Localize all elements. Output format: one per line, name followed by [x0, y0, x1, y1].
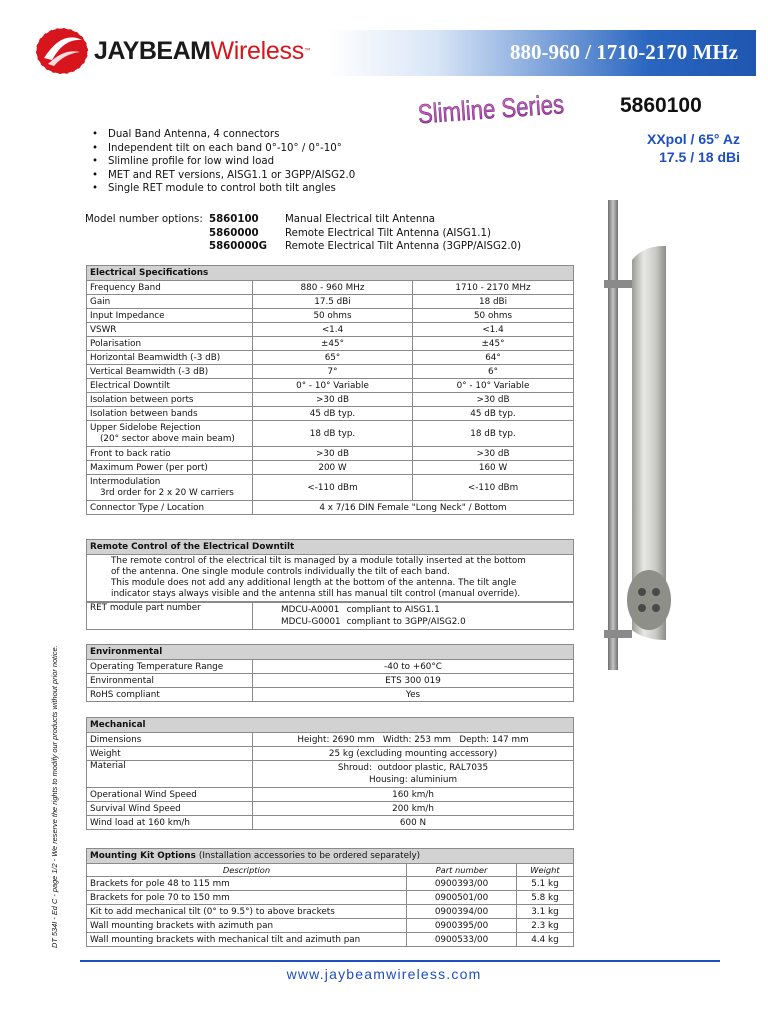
series-title	[416, 82, 574, 132]
table-row	[87, 816, 574, 830]
kit-description: Brackets for pole 70 to 150 mm	[87, 891, 407, 905]
feature-item: • Dual Band Antenna, 4 connectors	[108, 128, 355, 142]
spec-label-main: Intermodulation	[90, 476, 161, 487]
spec-value-highband: 45 dB typ.	[413, 407, 574, 421]
ret-part-desc: compliant to AISG1.1	[346, 605, 440, 615]
table-header-row	[87, 849, 574, 864]
spec-label: Front to back ratio	[87, 447, 253, 461]
spec-label-note: 3rd order for 2 x 20 W carriers	[100, 487, 234, 498]
table-row	[87, 421, 574, 447]
table-row	[87, 475, 574, 501]
bracket	[604, 630, 632, 638]
spec-label: Horizontal Beamwidth (-3 dB)	[87, 351, 253, 365]
spec-value-highband: 1710 - 2170 MHz	[413, 281, 574, 295]
table-header-row	[87, 718, 574, 733]
kit-weight: 3.1 kg	[517, 905, 574, 919]
connector-icon	[652, 588, 660, 596]
model-options	[85, 213, 521, 254]
mounting-pole	[608, 200, 618, 670]
remote-control-table	[86, 539, 574, 630]
description-line: indicator stays always visible and the antenna still has manual tilt control (manual override).	[111, 589, 521, 599]
spec-value-highband: 50 ohms	[413, 309, 574, 323]
spec-label: Environmental	[87, 674, 253, 688]
series-name: Slimline Series	[416, 90, 566, 130]
kit-weight: 4.4 kg	[517, 933, 574, 947]
material-line: Shroud: outdoor plastic, RAL7035	[337, 763, 489, 773]
model-code: 5860000	[209, 227, 259, 239]
spec-value: -40 to +60°C	[253, 660, 574, 674]
kit-description: Kit to add mechanical tilt (0° to 9.5°) to above brackets	[87, 905, 407, 919]
table-row	[87, 555, 574, 603]
section-title: Electrical Specifications	[87, 266, 574, 281]
table-row	[87, 919, 574, 933]
table-header-row	[87, 540, 574, 555]
spec-value: 600 N	[253, 816, 574, 830]
spec-label: Dimensions	[87, 733, 253, 747]
ret-part-numbers	[253, 603, 574, 630]
spec-value-lowband: <1.4	[253, 323, 413, 337]
spec-value-highband: 18 dB typ.	[413, 421, 574, 447]
model-description: Remote Electrical Tilt Antenna (3GPP/AISG2.0)	[285, 241, 522, 252]
spec-label: Wind load at 160 km/h	[87, 816, 253, 830]
spec-value-lowband: 45 dB typ.	[253, 407, 413, 421]
kit-description: Brackets for pole 48 to 115 mm	[87, 877, 407, 891]
table-row	[87, 501, 574, 515]
kit-part-number: 0900533/00	[407, 933, 517, 947]
table-row	[87, 393, 574, 407]
spec-label-main: Upper Sidelobe Rejection	[90, 422, 201, 433]
ret-part-code: MDCU-A0001	[281, 605, 340, 615]
section-title-text: Mounting Kit Options	[90, 851, 196, 861]
feature-list	[92, 128, 355, 196]
table-row	[87, 660, 574, 674]
frequency-banner	[328, 30, 756, 76]
kit-weight: 2.3 kg	[517, 919, 574, 933]
model-code: 5860000G	[209, 241, 267, 252]
mounting-kit-table	[86, 848, 574, 947]
kit-part-number: 0900395/00	[407, 919, 517, 933]
kit-description: Wall mounting brackets with azimuth pan	[87, 919, 407, 933]
spec-label-note: (20° sector above main beam)	[100, 433, 235, 444]
spec-value: ETS 300 019	[253, 674, 574, 688]
table-row	[87, 788, 574, 802]
spec-value-lowband: 17.5 dBi	[253, 295, 413, 309]
spec-value: 4 x 7/16 DIN Female "Long Neck" / Bottom	[253, 501, 574, 515]
spec-label: Weight	[87, 747, 253, 761]
spec-value-highband: 160 W	[413, 461, 574, 475]
material-line: Housing: aluminium	[368, 775, 458, 785]
table-row	[87, 379, 574, 393]
product-model-number: 5860100	[620, 94, 702, 117]
footer-divider	[80, 960, 720, 962]
table-header-row	[87, 645, 574, 660]
kit-part-number: 0900394/00	[407, 905, 517, 919]
spec-label: Gain	[87, 295, 253, 309]
spec-value-lowband: 880 - 960 MHz	[253, 281, 413, 295]
spec-label: Operating Temperature Range	[87, 660, 253, 674]
spec-label: Isolation between bands	[87, 407, 253, 421]
spec-value-lowband: 7°	[253, 365, 413, 379]
spec-value-lowband: >30 dB	[253, 447, 413, 461]
table-row	[87, 933, 574, 947]
trademark-symbol: ™	[303, 46, 312, 56]
model-code: 5860100	[209, 214, 259, 225]
column-header: Part number	[407, 864, 517, 877]
section-title: Remote Control of the Electrical Downtilt	[87, 540, 574, 555]
section-title	[87, 849, 574, 864]
subtitle-polarisation: XXpol / 65° Az	[647, 131, 740, 147]
spec-label: Operational Wind Speed	[87, 788, 253, 802]
connector-icon	[652, 604, 660, 612]
table-row	[87, 905, 574, 919]
model-option-row	[85, 227, 521, 241]
brand-name-bold: JAYBEAM	[94, 36, 211, 65]
spec-label: Input Impedance	[87, 309, 253, 323]
spec-value-lowband: 200 W	[253, 461, 413, 475]
spec-label: Vertical Beamwidth (-3 dB)	[87, 365, 253, 379]
table-row	[87, 733, 574, 747]
spec-value: Yes	[253, 688, 574, 702]
table-row	[87, 295, 574, 309]
feature-item: • Single RET module to control both tilt angles	[108, 182, 355, 196]
table-row	[87, 747, 574, 761]
table-row	[87, 877, 574, 891]
spec-label	[87, 421, 253, 447]
table-row	[87, 351, 574, 365]
description-line: This module does not add any additional length at the bottom of the antenna. The tilt angle	[111, 578, 517, 588]
model-options-label: Model number options:	[85, 214, 203, 225]
table-row	[87, 891, 574, 905]
feature-item: • Independent tilt on each band 0°-10° / 0°-10°	[108, 142, 355, 156]
mechanical-table	[86, 717, 574, 830]
logo-emblem-icon	[34, 26, 90, 76]
kit-description: Wall mounting brackets with mechanical tilt and azimuth pan	[87, 933, 407, 947]
feature-item: • MET and RET versions, AISG1.1 or 3GPP/AISG2.0	[108, 169, 355, 183]
spec-value: 160 km/h	[253, 788, 574, 802]
spec-label: Polarisation	[87, 337, 253, 351]
antenna-product-image	[604, 200, 768, 670]
model-description: Manual Electrical tilt Antenna	[285, 214, 436, 225]
spec-label: VSWR	[87, 323, 253, 337]
document-reference-note: DT 534I - Ed C - page 1/2 - We reserve the rights to modify our products without prior notice.	[50, 645, 59, 948]
kit-weight: 5.1 kg	[517, 877, 574, 891]
spec-value-lowband: 65°	[253, 351, 413, 365]
spec-label: RET module part number	[87, 603, 253, 630]
spec-value-lowband: 18 dB typ.	[253, 421, 413, 447]
frequency-range: 880-960 / 1710-2170 MHz	[509, 40, 738, 64]
table-row	[87, 337, 574, 351]
table-row	[87, 365, 574, 379]
section-title: Mechanical	[87, 718, 574, 733]
spec-value-lowband: 50 ohms	[253, 309, 413, 323]
table-row	[87, 309, 574, 323]
model-option-row	[85, 213, 521, 227]
spec-label: Connector Type / Location	[87, 501, 253, 515]
brand-name-light: Wireless	[210, 36, 304, 65]
spec-value-highband: 18 dBi	[413, 295, 574, 309]
table-row	[87, 688, 574, 702]
ret-part-code: MDCU-G0001	[281, 617, 341, 627]
column-header: Description	[87, 864, 407, 877]
product-subtitle	[600, 130, 740, 166]
environmental-table	[86, 644, 574, 702]
spec-value-highband: 0° - 10° Variable	[413, 379, 574, 393]
spec-value: 25 kg (excluding mounting accessory)	[253, 747, 574, 761]
spec-value-highband: <1.4	[413, 323, 574, 337]
spec-label: RoHS compliant	[87, 688, 253, 702]
connector-icon	[638, 588, 646, 596]
spec-value-highband: 6°	[413, 365, 574, 379]
spec-label: Electrical Downtilt	[87, 379, 253, 393]
spec-value: 200 km/h	[253, 802, 574, 816]
model-description: Remote Electrical Tilt Antenna (AISG1.1)	[285, 227, 491, 239]
spec-value-lowband: ±45°	[253, 337, 413, 351]
spec-label	[87, 475, 253, 501]
table-row	[87, 461, 574, 475]
table-row	[87, 407, 574, 421]
kit-weight: 5.8 kg	[517, 891, 574, 905]
table-row	[87, 761, 574, 788]
table-row	[87, 323, 574, 337]
connector-icon	[638, 604, 646, 612]
column-header-row	[87, 864, 574, 877]
ret-part-desc: compliant to 3GPP/AISG2.0	[346, 617, 466, 627]
section-title-note: (Installation accessories to be ordered separately)	[198, 851, 421, 861]
spec-value-lowband: <-110 dBm	[253, 475, 413, 501]
remote-description	[87, 555, 574, 603]
table-header-row	[87, 266, 574, 281]
spec-label: Isolation between ports	[87, 393, 253, 407]
subtitle-gain: 17.5 / 18 dBi	[659, 149, 740, 165]
table-row	[87, 802, 574, 816]
kit-part-number: 0900501/00	[407, 891, 517, 905]
description-line: of the antenna. One single module controls individually the tilt of each band.	[111, 567, 450, 577]
kit-part-number: 0900393/00	[407, 877, 517, 891]
spec-value-highband: >30 dB	[413, 393, 574, 407]
spec-label: Frequency Band	[87, 281, 253, 295]
spec-label: Material	[87, 761, 253, 788]
column-header: Weight	[517, 864, 574, 877]
spec-value-lowband: 0° - 10° Variable	[253, 379, 413, 393]
spec-value-highband: 64°	[413, 351, 574, 365]
model-option-row	[85, 240, 521, 254]
spec-label: Maximum Power (per port)	[87, 461, 253, 475]
table-row	[87, 674, 574, 688]
table-row	[87, 603, 574, 630]
spec-value-highband: >30 dB	[413, 447, 574, 461]
bracket	[604, 280, 632, 288]
company-logo	[34, 26, 312, 76]
antenna-end-cap	[627, 570, 671, 630]
table-row	[87, 447, 574, 461]
spec-value-highband: ±45°	[413, 337, 574, 351]
description-line: The remote control of the electrical tilt is managed by a module totally inserted at the bottom	[111, 556, 526, 566]
table-row	[87, 281, 574, 295]
spec-value	[253, 761, 574, 788]
spec-value-lowband: >30 dB	[253, 393, 413, 407]
spec-value-highband: <-110 dBm	[413, 475, 574, 501]
section-title: Environmental	[87, 645, 574, 660]
spec-label: Survival Wind Speed	[87, 802, 253, 816]
spec-value: Height: 2690 mm Width: 253 mm Depth: 147 mm	[253, 733, 574, 747]
electrical-specifications-table	[86, 265, 574, 515]
footer-website-link[interactable]: www.jaybeamwireless.com	[286, 966, 482, 982]
feature-item: • Slimline profile for low wind load	[108, 155, 355, 169]
